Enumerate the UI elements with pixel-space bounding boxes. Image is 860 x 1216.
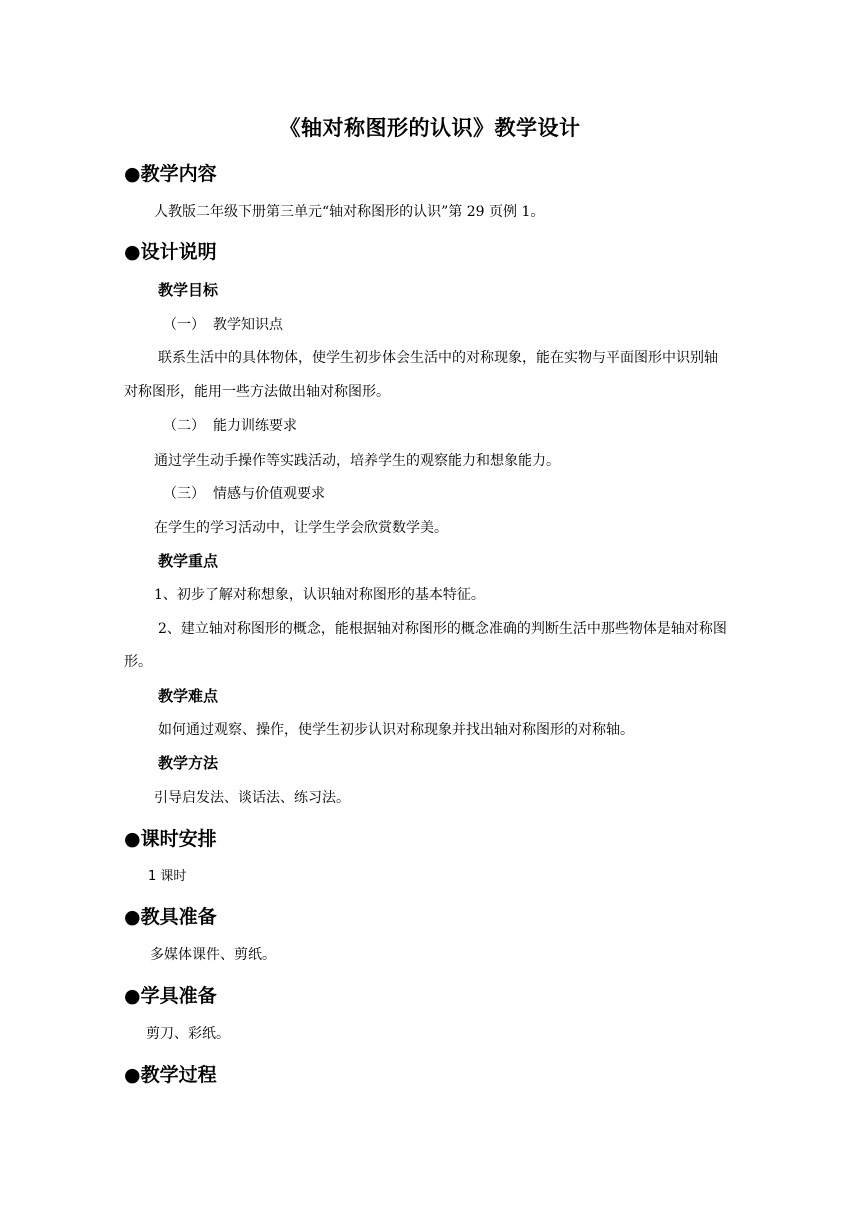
objective-1-label: 教学知识点: [213, 317, 283, 333]
heading-difficulties: 教学难点: [158, 687, 219, 705]
teacher-tools-text: 多媒体课件、剪纸。: [150, 947, 276, 963]
schedule-text: 1 课时: [148, 869, 187, 884]
heading-teacher-tools: ●教具准备: [124, 906, 217, 928]
heading-student-tools: ●学具准备: [124, 985, 217, 1007]
key-point-2-line1: 2、建立轴对称图形的概念，能根据轴对称图形的概念准确的判断生活中那些物体是轴对称图: [158, 621, 727, 637]
objective-1-title: [163, 314, 283, 334]
teaching-content-text: 人教版二年级下册第三单元“轴对称图形的认识”第 29 页例 1。: [154, 204, 545, 220]
methods-text: 引导启发法、谈话法、练习法。: [154, 790, 350, 806]
objective-2-text: 通过学生动手操作等实践活动，培养学生的观察能力和想象能力。: [154, 453, 560, 469]
heading-teaching-content: ●教学内容: [124, 163, 217, 185]
objective-1-text-line2: 对称图形，能用一些方法做出轴对称图形。: [124, 384, 390, 400]
heading-design-notes: ●设计说明: [124, 241, 217, 263]
objective-2-label: 能力训练要求: [213, 418, 297, 434]
difficulties-text: 如何通过观察、操作，使学生初步认识对称现象并找出轴对称图形的对称轴。: [158, 722, 634, 738]
objective-3-title: [163, 483, 325, 503]
objective-1-number: （一）: [163, 317, 205, 333]
objective-3-label: 情感与价值观要求: [213, 486, 325, 502]
key-point-2-line2: 形。: [124, 654, 152, 670]
objective-1-text-line1: 联系生活中的具体物体，使学生初步体会生活中的对称现象，能在实物与平面图形中识别轴: [158, 350, 718, 366]
objective-2-title: [163, 415, 297, 435]
document-title: 《轴对称图形的认识》教学设计: [279, 116, 581, 140]
student-tools-text: 剪刀、彩纸。: [146, 1026, 230, 1042]
objective-3-number: （三）: [163, 486, 205, 502]
heading-methods: 教学方法: [158, 754, 219, 772]
heading-teaching-process: ●教学过程: [124, 1064, 217, 1086]
heading-schedule: ●课时安排: [124, 828, 217, 850]
objective-2-number: （二）: [163, 418, 205, 434]
key-point-1: 1、初步了解对称想象，认识轴对称图形的基本特征。: [154, 587, 485, 603]
heading-objectives: 教学目标: [158, 281, 219, 299]
objective-3-text: 在学生的学习活动中，让学生学会欣赏数学美。: [154, 520, 448, 536]
heading-key-points: 教学重点: [158, 552, 219, 570]
